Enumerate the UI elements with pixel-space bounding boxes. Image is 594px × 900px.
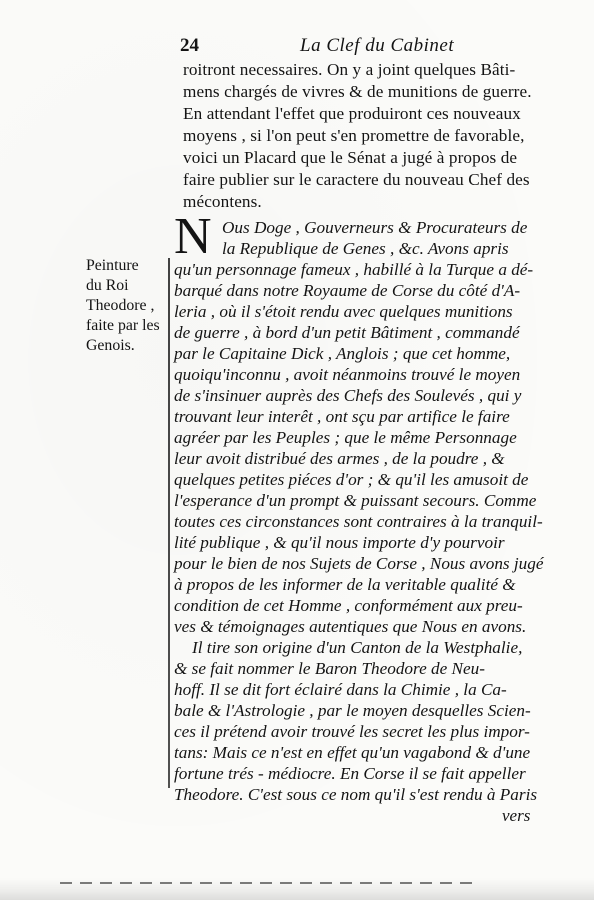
text-line: trouvant leur interêt , ont sçu par artifice le faire — [174, 407, 510, 426]
page-number: 24 — [180, 35, 199, 56]
margin-note-line: Peinture — [86, 257, 139, 274]
text-line: barqué dans notre Royaume de Corse du côté d'A- — [174, 281, 521, 300]
text-line: leur avoit distribué des armes , de la poudre , & — [174, 449, 505, 468]
text-line: En attendant l'effet que produiront ces nouveaux — [183, 104, 521, 123]
text-line: Il tire son origine d'un Canton de la Westphalie, — [192, 638, 523, 657]
text-line: de s'insinuer auprès des Chefs des Soulevés , qui y — [174, 386, 522, 405]
text-line: ves & témoignages autentiques que Nous en avons. — [174, 617, 527, 636]
running-title: La Clef du Cabinet — [300, 35, 455, 56]
text-line: hoff. Il se dit fort éclairé dans la Chimie , la Ca- — [174, 680, 507, 699]
text-line: condition de cet Homme , conformément aux preu- — [174, 596, 523, 615]
text-line: agréer par les Peuples ; que le même Personnage — [174, 428, 517, 447]
page-header — [180, 35, 552, 61]
margin-note-line: Genois. — [86, 337, 135, 354]
text-line: à propos de les informer de la veritable qualité & — [174, 575, 516, 594]
text-line: moyens , si l'on peut s'en promettre de favorable, — [183, 126, 525, 145]
text-line: Theodore. C'est sous ce nom qu'il s'est rendu à Paris — [174, 785, 538, 804]
text-line: ces il prétend avoir trouvé les secret les plus impor- — [174, 722, 530, 741]
text-line: de guerre , à bord d'un petit Bâtiment , commandé — [174, 323, 520, 342]
text-line: Ous Doge , Gouverneurs & Procurateurs de — [222, 218, 528, 237]
text-line: roitront necessaires. On y a joint quelques Bâti- — [183, 60, 516, 79]
text-line: voici un Placard que le Sénat a jugé à propos de — [183, 148, 518, 167]
margin-note — [86, 256, 174, 356]
catchword: vers — [502, 806, 531, 825]
text-line: par le Capitaine Dick , Anglois ; que cet homme, — [174, 344, 511, 363]
page-bottom-smudge — [60, 882, 480, 884]
text-line: toutes ces circonstances sont contraires à la tranquil- — [174, 512, 543, 531]
text-line: mécontens. — [183, 192, 262, 211]
text-line: bale & l'Astrologie , par le moyen desquelles Scien- — [174, 701, 531, 720]
text-line: la Republique de Genes , &c. Avons apris — [222, 239, 509, 258]
text-line: quelques petites piéces d'or ; & qu'il les amusoit de — [174, 470, 529, 489]
text-line: pour le bien de nos Sujets de Corse , Nous avons jugé — [174, 554, 544, 573]
margin-note-line: Theodore , — [86, 297, 155, 314]
text-line: lité publique , & qu'il nous importe d'y pourvoir — [174, 533, 505, 552]
margin-rule — [168, 258, 170, 788]
text-line: quoiqu'inconnu , avoit néanmoins trouvé le moyen — [174, 365, 521, 384]
text-line: l'esperance d'un prompt & puissant secours. Comme — [174, 491, 537, 510]
text-line: qu'un personnage fameux , habillé à la Turque a dé- — [174, 260, 534, 279]
text-line: faire publier sur le caractere du nouveau Chef des — [183, 170, 530, 189]
margin-note-line: du Roi — [86, 277, 129, 294]
text-line: & se fait nommer le Baron Theodore de Neu- — [174, 659, 485, 678]
margin-note-line: faite par les — [86, 317, 160, 334]
text-line: fortune trés - médiocre. En Corse il se fait appeller — [174, 764, 526, 783]
drop-cap: N — [174, 208, 212, 265]
text-line: leria , où il s'étoit rendu avec quelques munitions — [174, 302, 513, 321]
text-line: tans: Mais ce n'est en effet qu'un vagabond & d'une — [174, 743, 531, 762]
text-line: mens chargés de vivres & de munitions de guerre. — [183, 82, 532, 101]
